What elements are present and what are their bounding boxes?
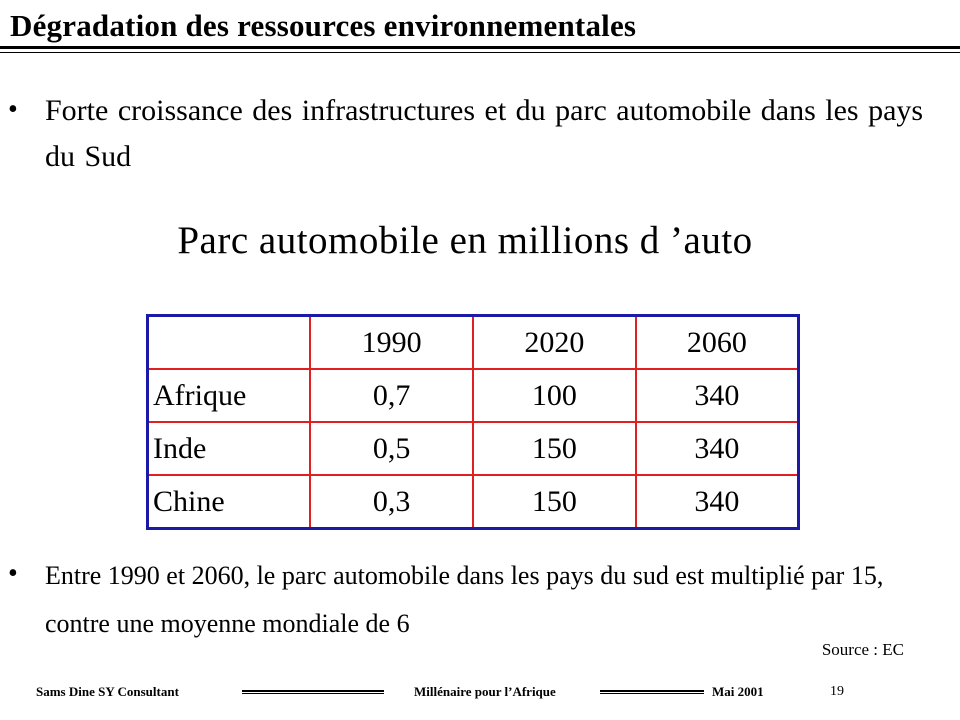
row-label-chine: Chine (148, 475, 311, 529)
source-note: Source : EC (821, 640, 904, 659)
table-cell: 340 (636, 475, 799, 529)
table-cell: 150 (473, 422, 636, 475)
table-cell: 0,3 (310, 475, 473, 529)
table-cell: 0,5 (310, 422, 473, 475)
slide-title: Dégradation des ressources environnementales (10, 8, 637, 43)
vehicle-fleet-table (146, 314, 800, 530)
table-header-cell (148, 316, 311, 370)
footer-author: Sams Dine SY Consultant (36, 684, 179, 699)
page-number: 19 (830, 684, 844, 699)
table-caption: Parc automobile en millions d ’auto (177, 219, 753, 262)
table-header-cell: 1990 (310, 316, 473, 370)
row-label-inde: Inde (148, 422, 311, 475)
table-cell: 150 (473, 475, 636, 529)
title-divider-thin (0, 52, 960, 53)
table-cell: 100 (473, 369, 636, 422)
table-cell: 340 (636, 369, 799, 422)
footer-divider (242, 690, 384, 694)
bullet-point-growth: Entre 1990 et 2060, le parc automobile dans les pays du sud est multiplié par 15, contre une moyenne mondiale de 6 (45, 561, 884, 638)
table-header-cell: 2060 (636, 316, 799, 370)
table-row (148, 369, 799, 422)
table-header-cell: 2020 (473, 316, 636, 370)
table-cell: 0,7 (310, 369, 473, 422)
table-row (148, 475, 799, 529)
bullet-point-infrastructure: Forte croissance des infrastructures et du parc automobile dans les pays du Sud (45, 94, 924, 173)
table-header-row (148, 316, 799, 370)
footer-date: Mai 2001 (712, 684, 764, 699)
table-row (148, 422, 799, 475)
footer-event: Millénaire pour l’Afrique (414, 684, 556, 699)
footer-divider (600, 690, 704, 694)
bullet-marker: • (8, 558, 18, 589)
bullet-marker: • (8, 94, 18, 125)
row-label-afrique: Afrique (148, 369, 311, 422)
table-cell: 340 (636, 422, 799, 475)
title-divider-thick (0, 46, 960, 49)
